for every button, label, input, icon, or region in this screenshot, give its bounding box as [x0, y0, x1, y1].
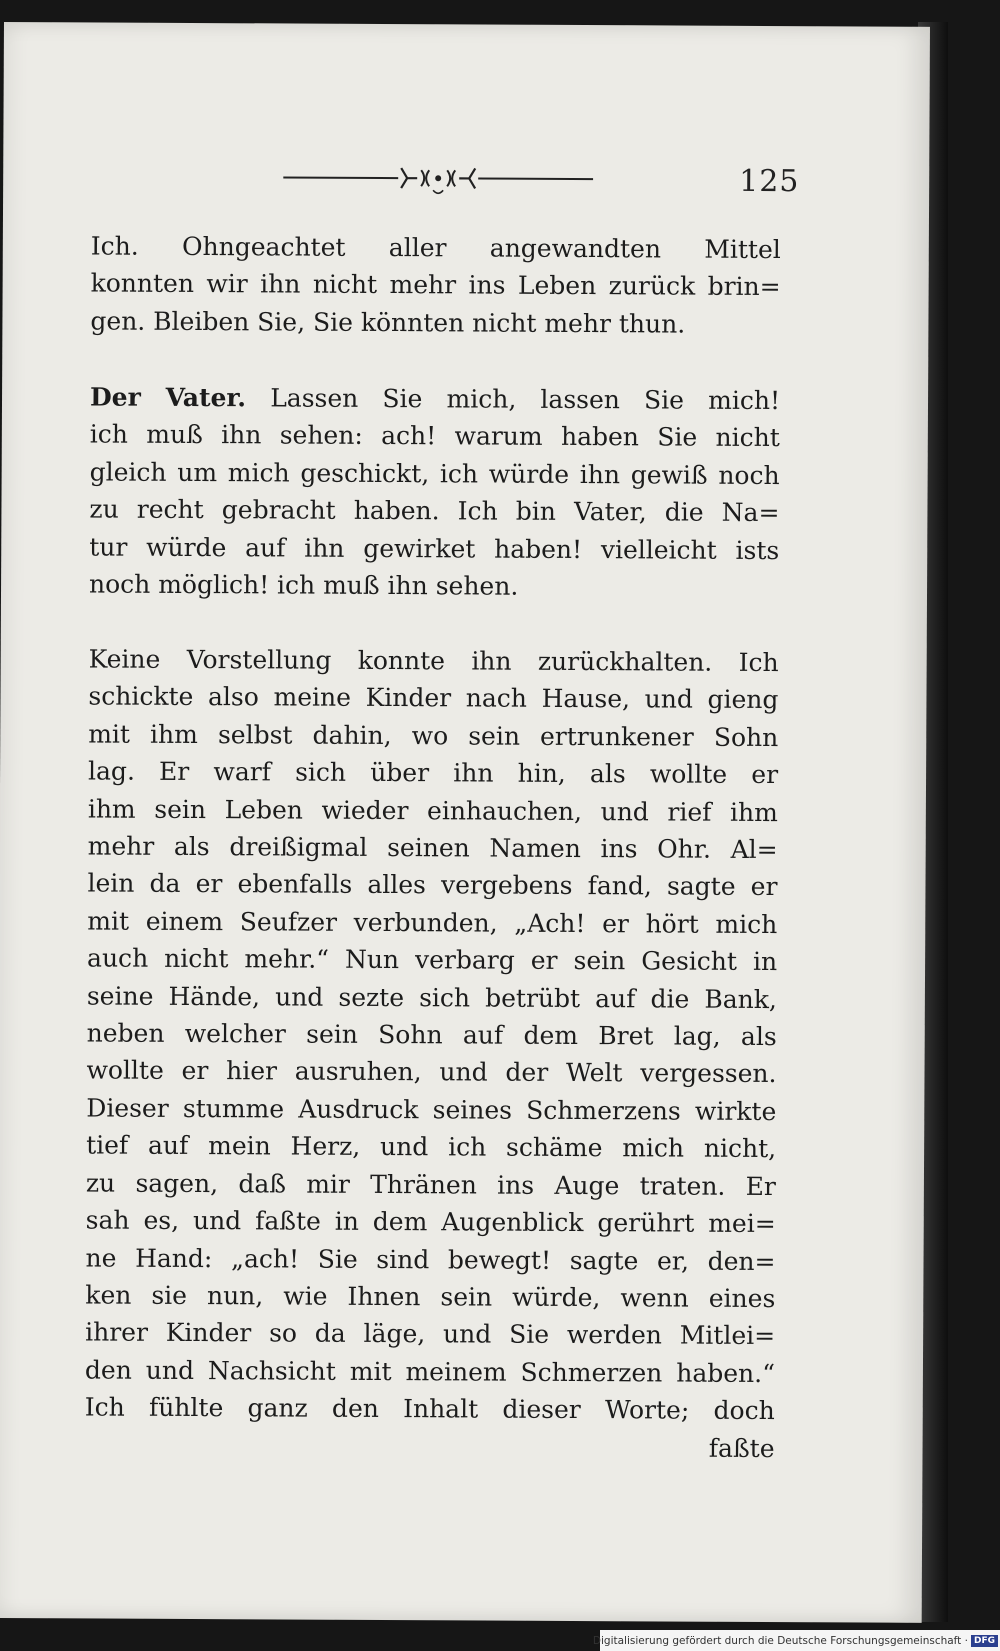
text-line: noch möglich! ich muß ihn sehen.	[88, 569, 519, 601]
text-line: tur würde auf ihn gewirket haben! vielleicht ists	[89, 532, 780, 565]
paragraph-1	[90, 227, 781, 343]
text-line: ne Hand: „ach! Sie sind bewegt! sagte er, den=	[85, 1242, 776, 1276]
text-line: ihrer Kinder so da läge, und Sie werden Mitlei=	[85, 1317, 776, 1351]
text-line: Ich. Ohngeachtet aller angewandten Mittel	[90, 231, 781, 265]
ornament-rule	[283, 163, 593, 201]
text-line: zu recht gebracht haben. Ich bin Vater, die Na=	[89, 494, 780, 528]
page-number: 125	[739, 163, 800, 200]
text-segment: Lassen Sie mich, lassen Sie mich!	[270, 383, 781, 416]
paragraph-3	[84, 640, 778, 1467]
text-line: seine Hände, und sezte sich betrübt auf die Bank,	[86, 981, 777, 1014]
dfg-logo-icon: DFG	[971, 1635, 998, 1647]
text-line: gleich um mich geschickt, ich würde ihn gewiß noch	[89, 457, 780, 490]
text-line: wollte er hier ausruhen, und der Welt vergessen.	[86, 1055, 777, 1089]
paragraph-2	[89, 378, 780, 606]
text-line: auch nicht mehr.“ Nun verbarg er sein Gesicht in	[87, 943, 778, 977]
text-line: gen. Bleiben Sie, Sie könnten nicht mehr thun.	[90, 306, 686, 339]
text-line: mehr als dreißigmal seinen Namen ins Ohr. Al=	[87, 831, 778, 865]
text-line: zu sagen, daß mir Thränen ins Auge traten. Er	[85, 1168, 776, 1201]
text-line: Dieser stumme Ausdruck seines Schmerzens wirkte	[86, 1093, 777, 1126]
text-line: mit einem Seufzer verbunden, „Ach! er hört mich	[87, 906, 778, 939]
text-line: lein da er ebenfalls alles vergebens fand, sagte er	[87, 868, 778, 902]
book-page	[0, 22, 930, 1623]
digitization-footer	[592, 1630, 1000, 1651]
text-line: lag. Er warf sich über ihn hin, als wollte er	[88, 756, 779, 790]
text-line: Ich fühlte ganz den Inhalt dieser Worte; doch	[84, 1392, 775, 1426]
catchword: faßte	[708, 1433, 775, 1463]
text-line-speaker	[90, 378, 780, 419]
text-line: konnten wir ihn nicht mehr ins Leben zurück brin=	[90, 268, 781, 302]
text-line: mit ihm selbst dahin, wo sein ertrunkener Sohn	[88, 719, 779, 752]
footer-credit-text: Digitalisierung gefördert durch die Deutsche Forschungsgemeinschaft ·	[592, 1634, 968, 1647]
text-line: neben welcher sein Sohn auf dem Bret lag, als	[86, 1018, 777, 1052]
speaker-label: Der Vater.	[89, 382, 247, 413]
text-line: tief auf mein Herz, und ich schäme mich nicht,	[86, 1130, 777, 1164]
text-line: ihm sein Leben wieder einhauchen, und rief ihm	[87, 794, 778, 827]
text-line: den und Nachsicht mit meinem Schmerzen haben.“	[84, 1355, 776, 1388]
text-line: Keine Vorstellung konnte ihn zurückhalten. Ich	[88, 644, 779, 678]
text-line: sah es, und faßte in dem Augenblick gerührt mei=	[85, 1205, 776, 1239]
text-line: schickte also meine Kinder nach Hause, und gieng	[88, 681, 779, 715]
text-line: ich muß ihn sehen: ach! warum haben Sie nicht	[89, 419, 780, 453]
text-line: ken sie nun, wie Ihnen sein würde, wenn eines	[85, 1280, 776, 1313]
